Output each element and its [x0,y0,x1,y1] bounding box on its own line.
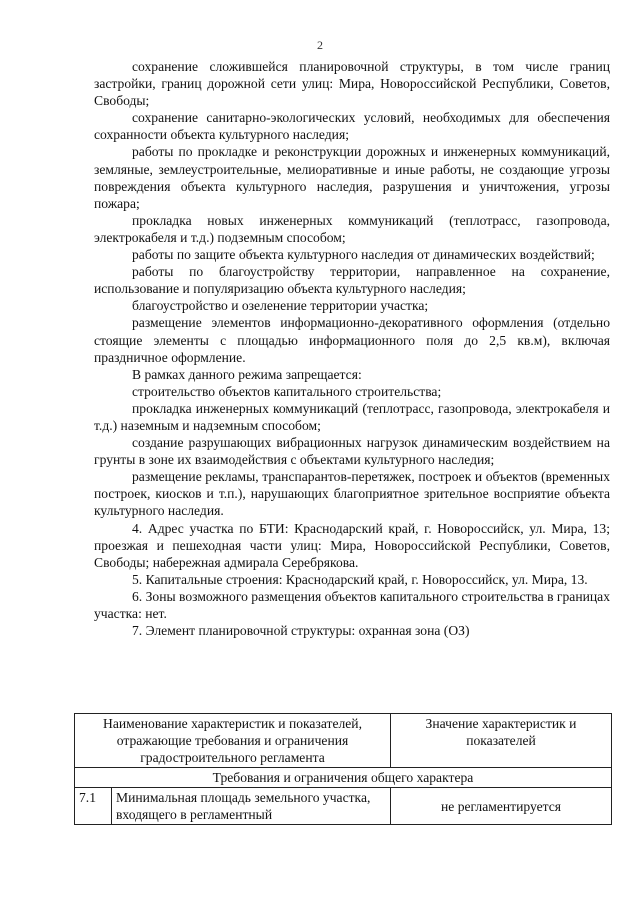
paragraph: работы по прокладке и реконструкции дорожных и инженерных коммуникаций, земляные, землеустроительные, мелиоративные и иные работы, не создающие угрозы повреждения объекта культурного наследия, разрушения и уничтожения, угрозы пожара; [94,144,610,211]
row-value-cell: не регламентируется [391,788,612,825]
table-row [75,788,612,825]
paragraph: сохранение сложившейся планировочной структуры, в том числе границ застройки, границ дорожной сети улиц: Мира, Новороссийской Республики, Советов, Свободы; [94,59,610,109]
paragraph: 4. Адрес участка по БТИ: Краснодарский край, г. Новороссийск, ул. Мира, 13; проезжая и пешеходная части улиц: Мира, Новороссийской Республики, Советов, Свободы; набережная адмирала Серебрякова. [94,520,610,570]
paragraph: строительство объектов капитального строительства; [132,383,442,399]
paragraph: работы по благоустройству территории, направленное на сохранение, использование и популяризацию объекта культурного наследия; [94,264,610,297]
section-title-cell: Требования и ограничения общего характера [75,768,612,788]
row-number-cell: 7.1 [75,788,112,825]
paragraph: 7. Элемент планировочной структуры: охранная зона (ОЗ) [132,623,470,639]
page-number: 2 [317,38,323,52]
header-name-cell: Наименование характеристик и показателей, отражающие требования и ограничения градостроительного регламента [75,714,391,768]
paragraph: прокладка инженерных коммуникаций (теплотрасс, газопровода, электрокабеля и т.д.) наземным и надземным способом; [94,400,610,433]
paragraph: размещение рекламы, транспарантов-перетяжек, построек и объектов (временных построек, киосков и т.п.), нарушающих благоприятное зрительное восприятие объекта культурного наследия. [94,469,610,519]
paragraph: работы по защите объекта культурного наследия от динамических воздействий; [132,247,595,263]
paragraph: благоустройство и озеленение территории участка; [132,298,429,314]
row-name-cell: Минимальная площадь земельного участка, входящего в регламентный [112,788,391,825]
paragraph: сохранение санитарно-экологических условий, необходимых для обеспечения сохранности объекта культурного наследия; [94,110,610,143]
paragraph: создание разрушающих вибрационных нагрузок динамическим воздействием на грунты в зоне их взаимодействия с объектами культурного наследия; [94,435,610,468]
table-section-row [75,768,612,788]
requirements-table [74,713,612,825]
paragraph: В рамках данного режима запрещается: [132,366,362,382]
table-header-row [75,714,612,768]
paragraph: 6. Зоны возможного размещения объектов капитального строительства в границах участка: нет. [94,588,610,621]
header-value-cell: Значение характеристик и показателей [391,714,612,768]
paragraph: 5. Капитальные строения: Краснодарский край, г. Новороссийск, ул. Мира, 13. [132,571,588,587]
paragraph: размещение элементов информационно-декоративного оформления (отдельно стоящие элементы с площадью информационного поля до 2,5 кв.м), включая праздничное оформление. [94,315,610,365]
body-text [94,58,610,639]
paragraph: прокладка новых инженерных коммуникаций (теплотрасс, газопровода, электрокабеля и т.д.) подземным способом; [94,212,610,245]
